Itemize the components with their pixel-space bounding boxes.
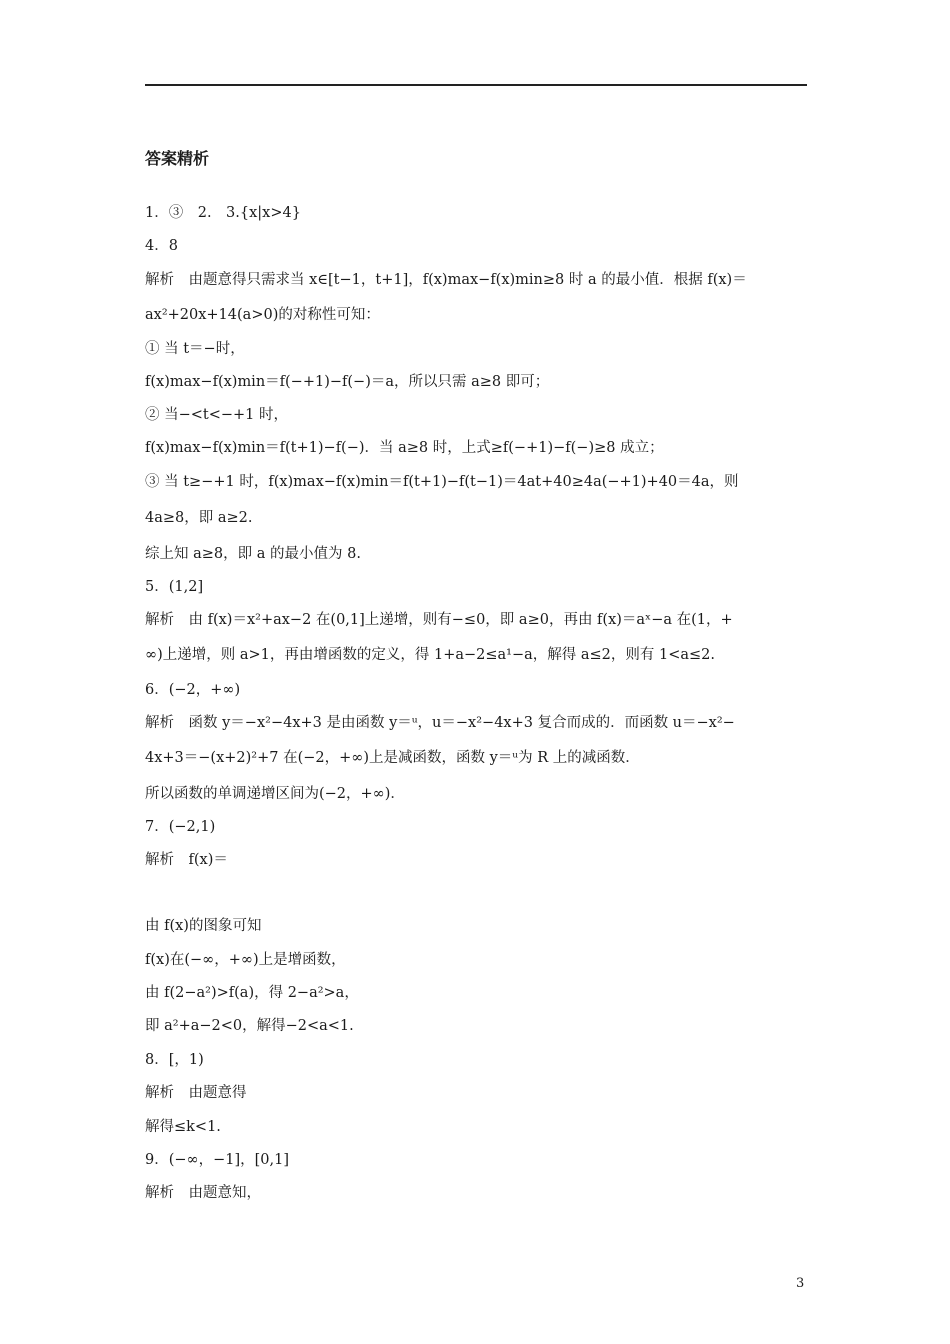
answer-line: f(x)max−f(x)min＝f(−+1)−f(−)＝a，所以只需 a≥8 即可； <box>145 374 550 390</box>
answer-line: 5．(1,2] <box>145 579 204 595</box>
answer-line: 解析 由 f(x)＝x²+ax−2 在(0,1]上递增，则有−≤0，即 a≥0，再由 f(x)＝aˣ−a 在(1，+ <box>145 612 733 628</box>
answer-line: ① 当 t＝−时， <box>145 341 245 357</box>
answer-line: 由 f(2−a²)>f(a)，得 2−a²>a， <box>145 985 359 1001</box>
answer-line: 6．(−2，+∞) <box>145 682 241 698</box>
answer-line: 解析 f(x)＝ <box>145 852 228 868</box>
answer-line: f(x)在(−∞，+∞)上是增函数， <box>145 952 346 968</box>
answer-line: 解得≤k<1. <box>145 1119 221 1135</box>
answer-line: 1．③ 2. 3.{x|x>4} <box>145 205 301 221</box>
answer-line: ax²+20x+14(a>0)的对称性可知： <box>145 307 380 323</box>
answer-line: 4x+3＝−(x+2)²+7 在(−2，+∞)上是减函数，函数 y＝ᵘ为 R 上的减函数． <box>145 750 640 766</box>
answer-line: 所以函数的单调递增区间为(−2，+∞)． <box>145 786 405 802</box>
header-rule <box>145 84 807 86</box>
answer-line: 综上知 a≥8，即 a 的最小值为 8. <box>145 546 361 562</box>
answer-line: 解析 由题意知， <box>145 1185 261 1201</box>
answer-line: ② 当−<t<−+1 时， <box>145 407 289 423</box>
page-number: 3 <box>796 1276 805 1291</box>
answer-line: 9．(−∞，−1]，[0,1] <box>145 1152 290 1168</box>
answer-line: 4．8 <box>145 238 178 254</box>
answer-line: 4a≥8，即 a≥2. <box>145 510 253 526</box>
section-heading: 答案精析 <box>145 149 210 168</box>
answer-line: 7．(−2,1) <box>145 819 216 835</box>
answer-line: f(x)max−f(x)min＝f(t+1)−f(−)．当 a≥8 时，上式≥f(−+1)−f(−)≥8 成立； <box>145 440 664 456</box>
answer-line: 解析 由题意得只需求当 x∈[t−1，t+1]，f(x)max−f(x)min≥8 时 a 的最小值．根据 f(x)＝ <box>145 272 747 288</box>
answer-line: ∞)上递增，则 a>1，再由增函数的定义，得 1+a−2≤a¹−a，解得 a≤2，则有 1<a≤2. <box>145 647 716 663</box>
answer-line: 由 f(x)的图象可知 <box>145 918 262 934</box>
answer-line: 8．[，1) <box>145 1052 204 1068</box>
answer-line: ③ 当 t≥−+1 时，f(x)max−f(x)min＝f(t+1)−f(t−1)＝4at+40≥4a(−+1)+40＝4a，则 <box>145 474 739 490</box>
answer-line: 即 a²+a−2<0，解得−2<a<1. <box>145 1018 354 1034</box>
answer-line: 解析 由题意得 <box>145 1085 247 1101</box>
answer-line: 解析 函数 y＝−x²−4x+3 是由函数 y＝ᵘ，u＝−x²−4x+3 复合而成的．而函数 u＝−x²− <box>145 715 735 731</box>
